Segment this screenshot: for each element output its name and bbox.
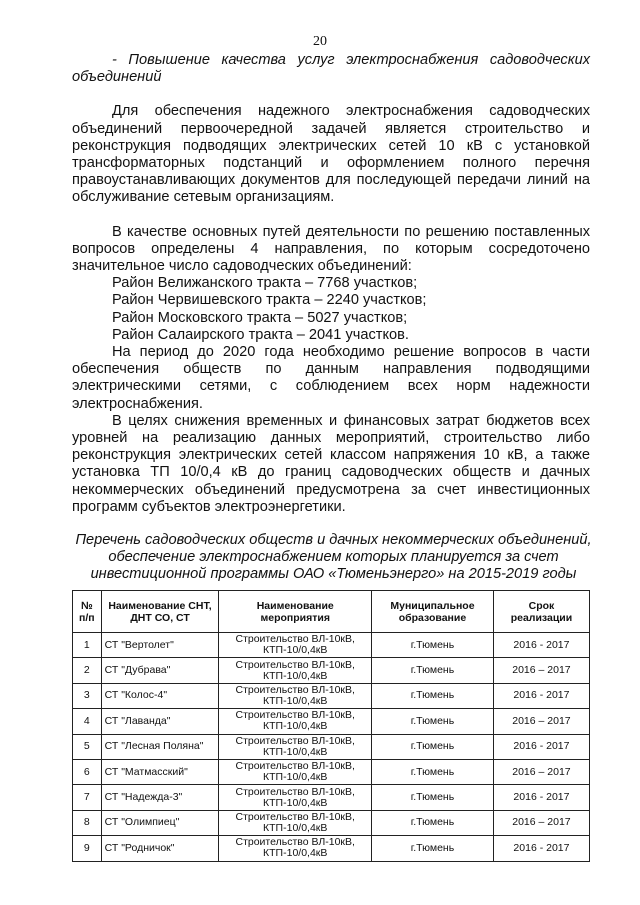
- table-row: [73, 759, 590, 784]
- gardening-societies-table: [72, 590, 590, 862]
- district-item: Район Велижанского тракта – 7768 участков;: [112, 275, 418, 292]
- header-number: № п/п: [73, 591, 102, 633]
- cell-measure: Строительство ВЛ-10кВ, КТП-10/0,4кВ: [219, 810, 372, 835]
- cell-term: 2016 - 2017: [493, 836, 589, 861]
- paragraph-4: В целях снижения временных и финансовых затрат бюджетов всех уровней на реализацию данных мероприятий, строительство либо реконструкция электрических сетей классом напряжения 10 кВ, а также установка ТП 10/0,4 кВ до границ садоводческих обществ и дачных некоммерческих объединений предусмотрена за счет инвестиционных программ субъектов электроэнергетики.: [72, 412, 590, 515]
- cell-municipality: г.Тюмень: [372, 658, 494, 683]
- table-row: [73, 836, 590, 861]
- cell-term: 2016 – 2017: [493, 759, 589, 784]
- cell-measure: Строительство ВЛ-10кВ, КТП-10/0,4кВ: [219, 633, 372, 658]
- cell-measure: Строительство ВЛ-10кВ, КТП-10/0,4кВ: [219, 709, 372, 734]
- cell-number: 9: [73, 836, 102, 861]
- cell-number: 6: [73, 759, 102, 784]
- cell-number: 7: [73, 785, 102, 810]
- cell-measure: Строительство ВЛ-10кВ, КТП-10/0,4кВ: [219, 683, 372, 708]
- cell-term: 2016 - 2017: [493, 683, 589, 708]
- section-subtitle: - Повышение качества услуг электроснабжения садоводческих объединений: [72, 52, 590, 86]
- cell-municipality: г.Тюмень: [372, 709, 494, 734]
- cell-municipality: г.Тюмень: [372, 633, 494, 658]
- cell-municipality: г.Тюмень: [372, 810, 494, 835]
- cell-measure: Строительство ВЛ-10кВ, КТП-10/0,4кВ: [219, 658, 372, 683]
- table-row: [73, 658, 590, 683]
- cell-municipality: г.Тюмень: [372, 683, 494, 708]
- table-row: [73, 785, 590, 810]
- table-row: [73, 709, 590, 734]
- cell-term: 2016 – 2017: [493, 709, 589, 734]
- district-item: Район Червишевского тракта – 2240 участков;: [112, 292, 427, 309]
- table-row: [73, 633, 590, 658]
- cell-measure: Строительство ВЛ-10кВ, КТП-10/0,4кВ: [219, 836, 372, 861]
- cell-municipality: г.Тюмень: [372, 836, 494, 861]
- table-header-row: [73, 591, 590, 633]
- table-row: [73, 810, 590, 835]
- header-measure: Наименование мероприятия: [219, 591, 372, 633]
- header-society-name: Наименование СНТ, ДНТ СО, СТ: [101, 591, 219, 633]
- cell-society-name: СТ "Лесная Поляна": [101, 734, 219, 759]
- paragraph-3: На период до 2020 года необходимо решение вопросов в части обеспечения обществ по данным направления подводящими электрическими сетями, с соблюдением всех норм надежности электроснабжения.: [72, 344, 590, 412]
- cell-number: 5: [73, 734, 102, 759]
- table-row: [73, 683, 590, 708]
- cell-term: 2016 - 2017: [493, 785, 589, 810]
- page-number: 20: [313, 34, 327, 49]
- cell-measure: Строительство ВЛ-10кВ, КТП-10/0,4кВ: [219, 759, 372, 784]
- header-term: Срок реализации: [493, 591, 589, 633]
- cell-term: 2016 - 2017: [493, 734, 589, 759]
- document-body: [72, 52, 590, 583]
- cell-term: 2016 - 2017: [493, 633, 589, 658]
- cell-number: 2: [73, 658, 102, 683]
- cell-term: 2016 – 2017: [493, 810, 589, 835]
- district-item: Район Московского тракта – 5027 участков;: [112, 309, 408, 326]
- cell-number: 8: [73, 810, 102, 835]
- cell-society-name: СТ "Дубрава": [101, 658, 219, 683]
- cell-society-name: СТ "Колос-4": [101, 683, 219, 708]
- cell-municipality: г.Тюмень: [372, 785, 494, 810]
- district-item: Район Салаирского тракта – 2041 участков.: [112, 326, 409, 343]
- cell-term: 2016 – 2017: [493, 658, 589, 683]
- cell-number: 4: [73, 709, 102, 734]
- cell-society-name: СТ "Родничок": [101, 836, 219, 861]
- cell-number: 1: [73, 633, 102, 658]
- cell-measure: Строительство ВЛ-10кВ, КТП-10/0,4кВ: [219, 785, 372, 810]
- cell-municipality: г.Тюмень: [372, 734, 494, 759]
- cell-society-name: СТ "Вертолет": [101, 633, 219, 658]
- table-caption: Перечень садоводческих обществ и дачных некоммерческих объединений, обеспечение электроснабжением которых планируется за счет инвестиционной программы ОАО «Тюменьэнерго» на 2015-2019 годы: [75, 532, 592, 583]
- paragraph-1: Для обеспечения надежного электроснабжения садоводческих объединений первоочередной задачей является строительство и реконструкция подводящих электрических сетей 10 кВ с установкой трансформаторных подстанций и оформлением полного перечня правоустанавливающих документов для последующей передачи линий на обслуживание сетевым организациям.: [72, 103, 590, 206]
- cell-society-name: СТ "Надежда-3": [101, 785, 219, 810]
- cell-measure: Строительство ВЛ-10кВ, КТП-10/0,4кВ: [219, 734, 372, 759]
- cell-society-name: СТ "Лаванда": [101, 709, 219, 734]
- paragraph-2: В качестве основных путей деятельности по решению поставленных вопросов определены 4 направления, по которым сосредоточено значительное число садоводческих объединений:: [72, 223, 590, 275]
- header-municipality: Муниципальное образование: [372, 591, 494, 633]
- table-row: [73, 734, 590, 759]
- cell-municipality: г.Тюмень: [372, 759, 494, 784]
- cell-society-name: СТ "Олимпиец": [101, 810, 219, 835]
- cell-society-name: СТ "Матмасский": [101, 759, 219, 784]
- cell-number: 3: [73, 683, 102, 708]
